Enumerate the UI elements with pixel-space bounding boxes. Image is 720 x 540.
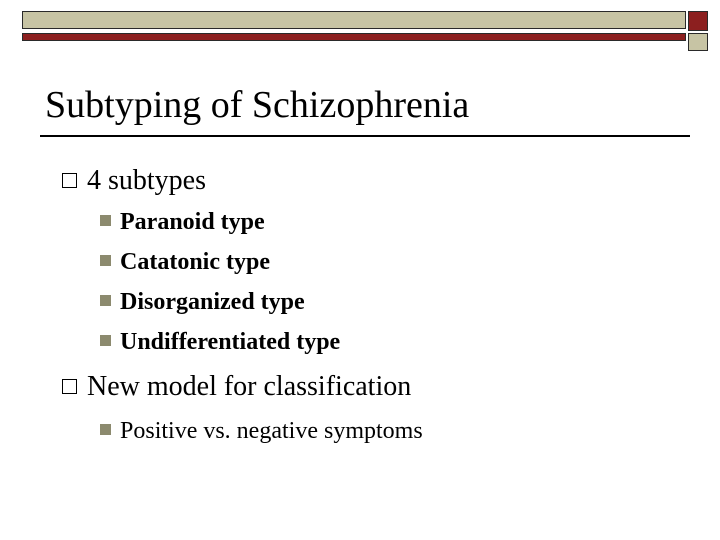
square-bullet-icon xyxy=(100,424,111,435)
bullet-new-model: New model for classification xyxy=(62,371,411,403)
banner-red-bar xyxy=(22,33,686,41)
title-divider xyxy=(40,135,690,137)
slide-banner xyxy=(22,11,708,41)
bullet-subtypes: 4 subtypes xyxy=(62,165,206,197)
banner-tan-square xyxy=(688,33,708,51)
hollow-square-bullet-icon xyxy=(62,173,77,188)
square-bullet-icon xyxy=(100,215,111,226)
banner-tan-bar xyxy=(22,11,686,29)
slide-title: Subtyping of Schizophrenia xyxy=(45,84,470,126)
hollow-square-bullet-icon xyxy=(62,379,77,394)
square-bullet-icon xyxy=(100,335,111,346)
sub-bullet-positive-negative: Positive vs. negative symptoms xyxy=(100,417,423,445)
square-bullet-icon xyxy=(100,255,111,266)
square-bullet-icon xyxy=(100,295,111,306)
banner-red-square xyxy=(688,11,708,31)
sub-bullet-undifferentiated: Undifferentiated type xyxy=(100,328,340,356)
sub-bullet-paranoid: Paranoid type xyxy=(100,208,265,236)
sub-bullet-disorganized: Disorganized type xyxy=(100,288,305,316)
sub-bullet-catatonic: Catatonic type xyxy=(100,248,270,276)
